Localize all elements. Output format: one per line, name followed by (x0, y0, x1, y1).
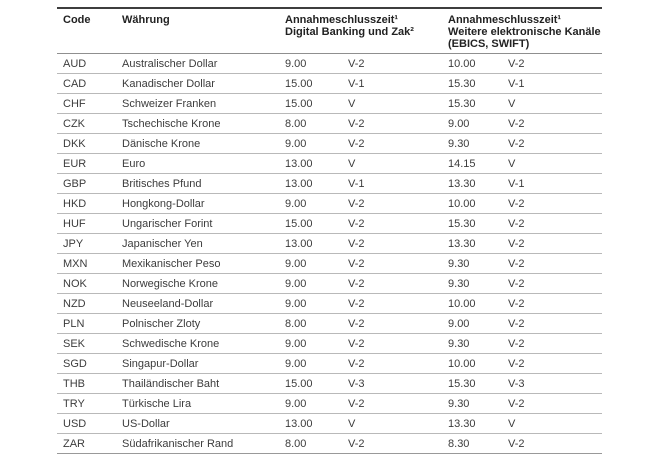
currency-name: Schweizer Franken (116, 94, 279, 114)
cutoff-time-digital: 9.00 (279, 294, 342, 314)
currency-code: CHF (57, 94, 116, 114)
currency-name: Thailändischer Baht (116, 374, 279, 394)
currency-code: DKK (57, 134, 116, 154)
valuta-electronic: V-2 (502, 114, 602, 134)
cutoff-time-digital: 13.00 (279, 154, 342, 174)
valuta-digital: V-2 (342, 354, 442, 374)
currency-name: Ungarischer Forint (116, 214, 279, 234)
table-row (57, 174, 602, 194)
valuta-electronic: V-3 (502, 374, 602, 394)
currency-name: Kanadischer Dollar (116, 74, 279, 94)
currency-code: SEK (57, 334, 116, 354)
cutoff-time-electronic: 10.00 (442, 194, 502, 214)
currency-name: Polnischer Zloty (116, 314, 279, 334)
cutoff-time-electronic: 10.00 (442, 354, 502, 374)
currency-code: NOK (57, 274, 116, 294)
valuta-electronic: V-2 (502, 354, 602, 374)
cutoff-time-digital: 15.00 (279, 374, 342, 394)
valuta-electronic: V-1 (502, 174, 602, 194)
valuta-digital: V (342, 154, 442, 174)
cutoff-time-digital: 13.00 (279, 414, 342, 434)
cutoff-time-digital: 9.00 (279, 254, 342, 274)
currency-code: EUR (57, 154, 116, 174)
currency-code: AUD (57, 54, 116, 74)
currency-name: Südafrikanischer Rand (116, 434, 279, 454)
currency-code: PLN (57, 314, 116, 334)
table-row (57, 214, 602, 234)
currency-code: ZAR (57, 434, 116, 454)
valuta-electronic: V-2 (502, 334, 602, 354)
currency-code: CZK (57, 114, 116, 134)
header-cutoff-digital: Annahmeschlusszeit¹ Digital Banking und Zak² (285, 14, 414, 38)
table-header (57, 8, 602, 54)
currency-name: Hongkong-Dollar (116, 194, 279, 214)
cutoff-time-electronic: 9.30 (442, 274, 502, 294)
currency-name: Türkische Lira (116, 394, 279, 414)
valuta-digital: V-2 (342, 274, 442, 294)
currency-name: US-Dollar (116, 414, 279, 434)
cutoff-time-electronic: 15.30 (442, 374, 502, 394)
cutoff-time-electronic: 15.30 (442, 214, 502, 234)
valuta-digital: V-2 (342, 234, 442, 254)
cutoff-time-electronic: 9.00 (442, 114, 502, 134)
valuta-digital: V-2 (342, 214, 442, 234)
cutoff-time-digital: 9.00 (279, 194, 342, 214)
cutoff-time-digital: 9.00 (279, 394, 342, 414)
valuta-electronic: V-2 (502, 394, 602, 414)
currency-name: Britisches Pfund (116, 174, 279, 194)
cutoff-time-digital: 9.00 (279, 354, 342, 374)
valuta-digital: V-1 (342, 174, 442, 194)
currency-name: Schwedische Krone (116, 334, 279, 354)
valuta-electronic: V-2 (502, 294, 602, 314)
table-body (57, 54, 602, 454)
table-row (57, 434, 602, 454)
table-row (57, 254, 602, 274)
cutoff-time-electronic: 15.30 (442, 74, 502, 94)
currency-name: Neuseeland-Dollar (116, 294, 279, 314)
cutoff-time-electronic: 8.30 (442, 434, 502, 454)
valuta-electronic: V (502, 94, 602, 114)
valuta-electronic: V-2 (502, 254, 602, 274)
table-row (57, 134, 602, 154)
table-row (57, 374, 602, 394)
table-row (57, 274, 602, 294)
cutoff-time-electronic: 9.30 (442, 134, 502, 154)
table-row (57, 154, 602, 174)
valuta-digital: V-2 (342, 254, 442, 274)
valuta-digital: V-1 (342, 74, 442, 94)
table-row (57, 354, 602, 374)
valuta-digital: V-2 (342, 314, 442, 334)
currency-code: MXN (57, 254, 116, 274)
cutoff-time-digital: 13.00 (279, 234, 342, 254)
cutoff-time-digital: 9.00 (279, 134, 342, 154)
table-row (57, 114, 602, 134)
cutoff-time-digital: 8.00 (279, 434, 342, 454)
cutoff-time-electronic: 9.30 (442, 394, 502, 414)
cutoff-time-digital: 15.00 (279, 74, 342, 94)
cutoff-time-electronic: 13.30 (442, 414, 502, 434)
valuta-digital: V-2 (342, 434, 442, 454)
cutoff-time-digital: 9.00 (279, 54, 342, 74)
cutoff-times-table (57, 7, 602, 454)
currency-name: Dänische Krone (116, 134, 279, 154)
header-currency: Währung (122, 14, 170, 26)
header-code: Code (63, 14, 91, 26)
valuta-digital: V (342, 94, 442, 114)
table-row (57, 294, 602, 314)
cutoff-time-digital: 9.00 (279, 274, 342, 294)
valuta-digital: V-2 (342, 394, 442, 414)
header-cutoff-electronic: Annahmeschlusszeit¹ Weitere elektronische Kanäle (EBICS, SWIFT) (448, 14, 601, 50)
cutoff-time-electronic: 14.15 (442, 154, 502, 174)
cutoff-time-digital: 15.00 (279, 94, 342, 114)
cutoff-time-electronic: 13.30 (442, 234, 502, 254)
currency-name: Norwegische Krone (116, 274, 279, 294)
table-row (57, 394, 602, 414)
cutoff-time-electronic: 10.00 (442, 294, 502, 314)
valuta-digital: V-2 (342, 334, 442, 354)
currency-name: Euro (116, 154, 279, 174)
cutoff-time-electronic: 15.30 (442, 94, 502, 114)
currency-name: Tschechische Krone (116, 114, 279, 134)
currency-name: Singapur-Dollar (116, 354, 279, 374)
cutoff-time-electronic: 10.00 (442, 54, 502, 74)
valuta-digital: V-2 (342, 294, 442, 314)
valuta-digital: V-3 (342, 374, 442, 394)
cutoff-times-table-container (57, 7, 602, 454)
valuta-electronic: V-2 (502, 214, 602, 234)
valuta-digital: V-2 (342, 54, 442, 74)
table-row (57, 234, 602, 254)
currency-code: TRY (57, 394, 116, 414)
valuta-electronic: V-2 (502, 134, 602, 154)
currency-code: NZD (57, 294, 116, 314)
cutoff-time-digital: 15.00 (279, 214, 342, 234)
valuta-digital: V (342, 414, 442, 434)
valuta-electronic: V-2 (502, 314, 602, 334)
currency-code: THB (57, 374, 116, 394)
currency-name: Japanischer Yen (116, 234, 279, 254)
table-row (57, 414, 602, 434)
valuta-digital: V-2 (342, 114, 442, 134)
header-row (57, 8, 602, 54)
valuta-electronic: V-2 (502, 234, 602, 254)
table-row (57, 194, 602, 214)
valuta-electronic: V (502, 154, 602, 174)
cutoff-time-digital: 8.00 (279, 114, 342, 134)
cutoff-time-digital: 8.00 (279, 314, 342, 334)
cutoff-time-digital: 13.00 (279, 174, 342, 194)
valuta-electronic: V-2 (502, 434, 602, 454)
currency-code: GBP (57, 174, 116, 194)
table-row (57, 94, 602, 114)
cutoff-time-electronic: 9.00 (442, 314, 502, 334)
cutoff-time-digital: 9.00 (279, 334, 342, 354)
valuta-electronic: V-2 (502, 274, 602, 294)
currency-name: Australischer Dollar (116, 54, 279, 74)
cutoff-time-electronic: 9.30 (442, 254, 502, 274)
valuta-electronic: V-2 (502, 194, 602, 214)
cutoff-time-electronic: 9.30 (442, 334, 502, 354)
valuta-digital: V-2 (342, 194, 442, 214)
table-row (57, 74, 602, 94)
valuta-electronic: V (502, 414, 602, 434)
currency-name: Mexikanischer Peso (116, 254, 279, 274)
currency-code: USD (57, 414, 116, 434)
cutoff-time-electronic: 13.30 (442, 174, 502, 194)
table-row (57, 334, 602, 354)
currency-code: CAD (57, 74, 116, 94)
currency-code: HUF (57, 214, 116, 234)
table-row (57, 54, 602, 74)
currency-code: SGD (57, 354, 116, 374)
valuta-electronic: V-1 (502, 74, 602, 94)
currency-code: JPY (57, 234, 116, 254)
table-row (57, 314, 602, 334)
valuta-digital: V-2 (342, 134, 442, 154)
currency-code: HKD (57, 194, 116, 214)
valuta-electronic: V-2 (502, 54, 602, 74)
